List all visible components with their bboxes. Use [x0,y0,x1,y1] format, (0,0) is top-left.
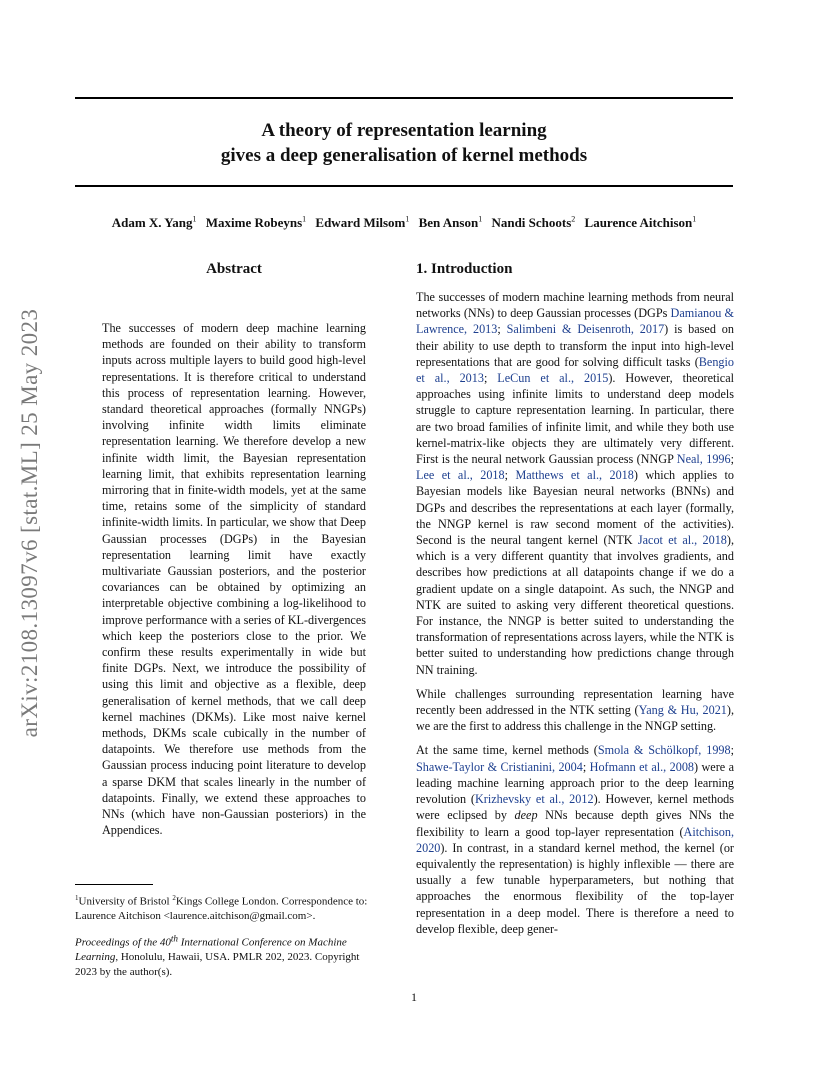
author: Laurence Aitchison$^1$ [584,215,697,231]
abstract-heading: Abstract [206,261,262,277]
affiliation-footnote: $^1$University of Bristol $^2$Kings College London. Correspondence to: Laurence Aitchison <laurence.aitchison@gmail.com>. [75,894,368,923]
citation-link[interactable]: Hofmann et al., 2008 [589,759,695,774]
page-number: 1 [411,990,417,1004]
intro-paragraph: While challenges surrounding representation learning have recently been addressed in the NTK setting (Yang & Hu, 2021), we are the first to address this challenge in the NNGP setting. [416,686,734,734]
section-heading-introduction: 1. Introduction [416,261,513,277]
intro-paragraph: At the same time, kernel methods (Smola & Schölkopf, 1998; Shawe-Taylor & Cristianini, 2004; Hofmann et al., 2008) were a leading machine learning approach prior to the deep learning revolution (Krizhevsky et al., 2012). However, kernel methods were eclipsed by deep NNs because depth gives NNs the flexibility to learn a good top-layer representation (Aitchison, 2020). In contrast, in a standard kernel method, the kernel (or equivalently the representation) is highly inflexible — there are usually a few tunable hyperparameters, but nothing that approaches the enormous flexibility of the top-layer representation in a deep model. There is therefore a need to develop flexible, deep gener- [416,743,735,936]
citation-link[interactable]: Smola & Schölkopf, 1998 [597,743,731,758]
author: Maxime Robeyns$^1$ [205,215,307,231]
introduction-body [416,289,734,945]
citation-link[interactable]: Bengio et al., 2013 [416,354,734,386]
citation-link[interactable]: Yang & Hu, 2021 [638,703,727,718]
citation-link[interactable]: Aitchison, 2020 [416,824,734,855]
title-line-1: A theory of representation learning [261,120,547,141]
citation-link[interactable]: Lee et al., 2018 [416,468,505,483]
author: Adam X. Yang$^1$ [111,215,197,231]
citation-link[interactable]: Neal, 1996 [676,452,731,467]
title-bottom-rule [75,185,733,187]
citation-link[interactable]: Krizhevsky et al., 2012 [474,792,594,807]
author: Nandi Schoots$^2$ [491,215,576,231]
proceedings-note: Proceedings of the 40th International Conference on Machine Learning, Honolulu, Hawaii, USA. PMLR 202, 2023. Copyright 2023 by the author(s). [75,933,360,978]
author: Ben Anson$^1$ [418,215,483,231]
citation-link[interactable]: Shawe-Taylor & Cristianini, 2004 [416,759,583,774]
citation-link[interactable]: Jacot et al., 2018 [637,533,727,548]
title-line-2: gives a deep generalisation of kernel methods [220,145,588,166]
citation-link[interactable]: Salimbeni & Deisenroth, 2017 [506,322,665,337]
paper-title [75,118,733,168]
citation-link[interactable]: LeCun et al., 2015 [497,371,609,386]
citation-link[interactable]: Damianou & Lawrence, 2013 [416,306,734,337]
arxiv-identifier-stamp: arXiv:2108.13097v6 [stat.ML] 25 May 2023 [17,308,42,737]
top-rule [75,97,733,99]
abstract-body: The successes of modern deep machine learning methods are founded on their ability to transform inputs across multiple layers to build good high-level representations. It is therefore critical to understand this process of representation learning. However, standard theoretical approaches (formally NNGPs) involving infinite width limits eliminate representation learning. We therefore develop a new infinite width limit, the Bayesian representation learning limit, that exhibits representation learning mirroring that in finite-width models, yet at the same time, retains some of the simplicity of standard infinite-width limits. In particular, we show that Deep Gaussian processes (DGPs) in the Bayesian representation learning limit have exactly multivariate Gaussian posteriors, and the posterior covariances can be obtained by optimizing an interpretable objective combining a log-likelihood to improve performance with a series of KL-divergences which keep the posteriors close to the prior. We confirm these results experimentally in wide but finite DGPs. Next, we introduce the possibility of using this limit and objective as a flexible, deep generalisation of kernel methods, that we call deep kernel machines (DKMs). Like most naive kernel methods, DKMs scale cubically in the number of datapoints. We therefore use methods from the Gaussian process inducing point literature to develop a sparse DKM that scales linearly in the number of datapoints. Finally, we extend these approaches to NNs (which have non-Gaussian posteriors) in the Appendices. [102,321,366,838]
author: Edward Milsom$^1$ [315,215,410,231]
intro-paragraph: The successes of modern machine learning methods from neural networks (NNs) to deep Gaussian processes (DGPs Damianou & Lawrence, 2013; Salimbeni & Deisenroth, 2017) is based on their ability to use depth to transform the input into high-level representations that are good for solving difficult tasks (Bengio et al., 2013; LeCun et al., 2015). However, theoretical approaches using infinite limits to understand deep models struggle to capture representation learning. In particular, there are two broad families of infinite limit, and while they both use kernel-matrix-like objects they are ultimately very different. First is the neural network Gaussian process (NNGP Neal, 1996; Lee et al., 2018; Matthews et al., 2018) which applies to Bayesian models like Bayesian neural networks (BNNs) and DGPs and describes the representations at each layer (formally, the NNGP kernel is raw second moment of the activities). Second is the neural tangent kernel (NTK Jacot et al., 2018), which is a very different quantity that involves gradients, and describes how predictions at all datapoints change if we do a gradient update on a single datapoint. As such, the NNGP and NTK are suited to asking very different theoretical questions. For instance, the NNGP is better suited to understanding the transformation of representations across layers, while the NTK is better suited to understanding how predictions change through NN training. [416,290,735,677]
citation-link[interactable]: Matthews et al., 2018 [515,468,634,483]
footnote-rule [75,884,153,885]
author-list [75,215,733,231]
